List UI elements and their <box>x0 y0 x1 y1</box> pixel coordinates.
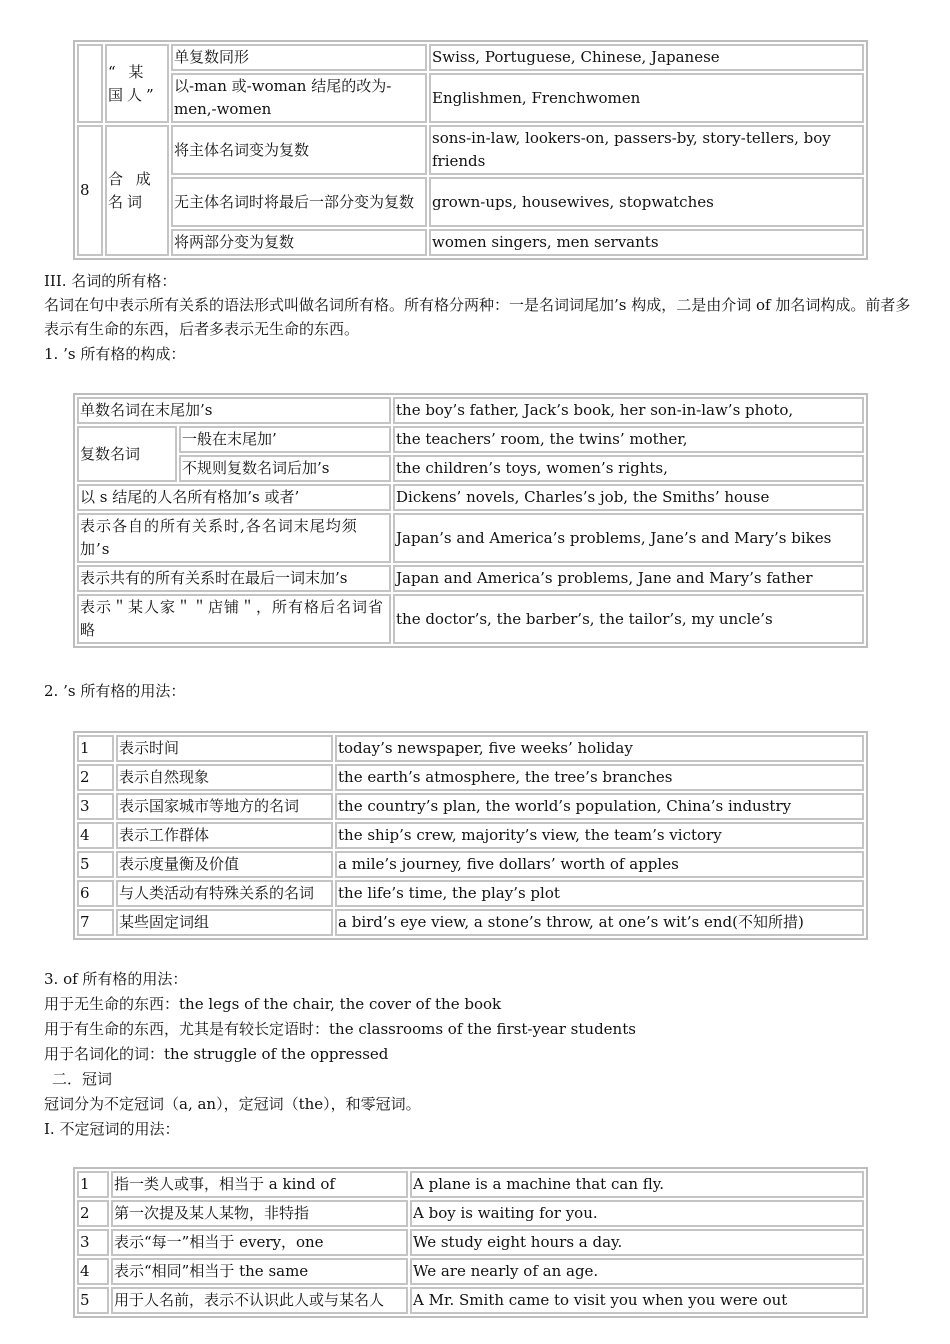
table-row <box>77 397 864 424</box>
example-cell: women singers, men servants <box>429 229 864 256</box>
example-cell: Dickens’ novels, Charles’s job, the Smiths’ house <box>393 484 864 511</box>
example-cell: the country’s plan, the world’s population, China’s industry <box>335 793 864 820</box>
number-cell: 5 <box>77 851 114 878</box>
usage-cell: 指一类人或事，相当于 a kind of <box>111 1171 408 1198</box>
example-cell: the doctor’s, the barber’s, the tailor’s, my uncle’s <box>393 594 864 644</box>
rule-cell: 表示＂某人家＂＂店铺＂，所有格后名词省略 <box>77 594 391 644</box>
rule-cell: 不规则复数名词后加’s <box>179 455 391 482</box>
rule-cell: 将两部分变为复数 <box>171 229 427 256</box>
paragraph: 名词在句中表示所有关系的语法形式叫做名词所有格。所有格分两种：一是名词词尾加’s 构成，二是由介词 of 加名词构成。前者多表示有生命的东西，后者多表示无生命的东西。 <box>44 296 911 338</box>
section-heading: III. 名词的所有格： <box>44 272 177 290</box>
usage-cell: 表示度量衡及价值 <box>116 851 333 878</box>
subheading: 3. of 所有格的用法： <box>44 970 188 988</box>
table-row <box>77 1200 864 1227</box>
table-row <box>77 73 864 123</box>
usage-cell: 表示工作群体 <box>116 822 333 849</box>
table-row <box>77 1258 864 1285</box>
number-cell: 1 <box>77 1171 109 1198</box>
usage-cell: 与人类活动有特殊关系的名词 <box>116 880 333 907</box>
usage-cell: 某些固定词组 <box>116 909 333 936</box>
usage-cell: 用于人名前，表示不认识此人或与某名人 <box>111 1287 408 1314</box>
example-cell: We study eight hours a day. <box>410 1229 864 1256</box>
example-cell: grown-ups, housewives, stopwatches <box>429 177 864 227</box>
table-row <box>77 822 864 849</box>
rule-cell: 将主体名词变为复数 <box>171 125 427 175</box>
table-row <box>77 44 864 71</box>
table-row <box>77 880 864 907</box>
number-cell: 8 <box>77 125 103 256</box>
subheading: 2. ’s 所有格的用法： <box>44 682 186 700</box>
example-cell: A Mr. Smith came to visit you when you were out <box>410 1287 864 1314</box>
category-cell: 合 成 名词 <box>105 125 169 256</box>
example-cell: a mile’s journey, five dollars’ worth of apples <box>335 851 864 878</box>
example-cell: sons-in-law, lookers-on, passers-by, story-tellers, boy friends <box>429 125 864 175</box>
table-row <box>77 1171 864 1198</box>
number-cell: 5 <box>77 1287 109 1314</box>
table-row <box>77 125 864 175</box>
table-row <box>77 484 864 511</box>
table-row <box>77 565 864 592</box>
table-row <box>77 513 864 563</box>
possessive-usage-table <box>73 731 868 940</box>
table-row <box>77 177 864 227</box>
plural-forms-table <box>73 40 868 260</box>
example-cell: A plane is a machine that can fly. <box>410 1171 864 1198</box>
example-cell: the earth’s atmosphere, the tree’s branches <box>335 764 864 791</box>
number-cell: 2 <box>77 1200 109 1227</box>
example-cell: the boy’s father, Jack’s book, her son-in-law’s photo, <box>393 397 864 424</box>
table-row <box>77 793 864 820</box>
subheading: 1. ’s 所有格的构成： <box>44 345 186 363</box>
usage-cell: 表示自然现象 <box>116 764 333 791</box>
example-cell: We are nearly of an age. <box>410 1258 864 1285</box>
usage-cell: 第一次提及某人某物，非特指 <box>111 1200 408 1227</box>
rule-cell: 表示共有的所有关系时在最后一词末加’s <box>77 565 391 592</box>
table-row <box>77 426 864 453</box>
rule-cell: 以-man 或-woman 结尾的改为-men,-women <box>171 73 427 123</box>
number-cell: 4 <box>77 822 114 849</box>
table-row <box>77 735 864 762</box>
table-row <box>77 594 864 644</box>
example-cell: the children’s toys, women’s rights, <box>393 455 864 482</box>
example-cell: the teachers’ room, the twins’ mother, <box>393 426 864 453</box>
table-row <box>77 229 864 256</box>
example-cell: Englishmen, Frenchwomen <box>429 73 864 123</box>
usage-cell: 表示“每一”相当于 every，one <box>111 1229 408 1256</box>
subheading: I. 不定冠词的用法： <box>44 1120 180 1138</box>
table-row <box>77 1229 864 1256</box>
example-cell: Japan and America’s problems, Jane and Mary’s father <box>393 565 864 592</box>
number-cell: 1 <box>77 735 114 762</box>
number-cell: 2 <box>77 764 114 791</box>
number-cell <box>77 44 103 123</box>
paragraph: 用于名词化的词：the struggle of the oppressed <box>44 1045 389 1063</box>
example-cell: A boy is waiting for you. <box>410 1200 864 1227</box>
example-cell: the ship’s crew, majority’s view, the team’s victory <box>335 822 864 849</box>
table-row <box>77 1287 864 1314</box>
section-heading: 二．冠词 <box>52 1070 113 1088</box>
example-cell: the life’s time, the play’s plot <box>335 880 864 907</box>
example-cell: Japan’s and America’s problems, Jane’s and Mary’s bikes <box>393 513 864 563</box>
usage-cell: 表示“相同”相当于 the same <box>111 1258 408 1285</box>
usage-cell: 表示时间 <box>116 735 333 762</box>
rule-cell: 无主体名词时将最后一部分变为复数 <box>171 177 427 227</box>
number-cell: 4 <box>77 1258 109 1285</box>
possessive-formation-table <box>73 393 868 648</box>
paragraph: 用于有生命的东西，尤其是有较长定语时：the classrooms of the first-year students <box>44 1020 636 1038</box>
table-row <box>77 909 864 936</box>
rule-cell: 表示各自的所有关系时,各名词末尾均须加’s <box>77 513 391 563</box>
table-row <box>77 851 864 878</box>
group-cell: 复数名词 <box>77 426 177 482</box>
rule-cell: 单复数同形 <box>171 44 427 71</box>
example-cell: today’s newspaper, five weeks’ holiday <box>335 735 864 762</box>
rule-cell: 一般在末尾加’ <box>179 426 391 453</box>
example-cell: a bird’s eye view, a stone’s throw, at one’s wit’s end(不知所措) <box>335 909 864 936</box>
rule-cell: 以 s 结尾的人名所有格加’s 或者’ <box>77 484 391 511</box>
paragraph: 用于无生命的东西：the legs of the chair, the cover of the book <box>44 995 502 1013</box>
example-cell: Swiss, Portuguese, Chinese, Japanese <box>429 44 864 71</box>
table-row <box>77 764 864 791</box>
usage-cell: 表示国家城市等地方的名词 <box>116 793 333 820</box>
rule-cell: 单数名词在末尾加’s <box>77 397 391 424</box>
indefinite-article-table <box>73 1167 868 1318</box>
number-cell: 3 <box>77 793 114 820</box>
category-cell: “ 某 国人” <box>105 44 169 123</box>
table-row <box>77 455 864 482</box>
paragraph: 冠词分为不定冠词（a, an），定冠词（the），和零冠词。 <box>44 1095 421 1113</box>
number-cell: 3 <box>77 1229 109 1256</box>
number-cell: 6 <box>77 880 114 907</box>
number-cell: 7 <box>77 909 114 936</box>
